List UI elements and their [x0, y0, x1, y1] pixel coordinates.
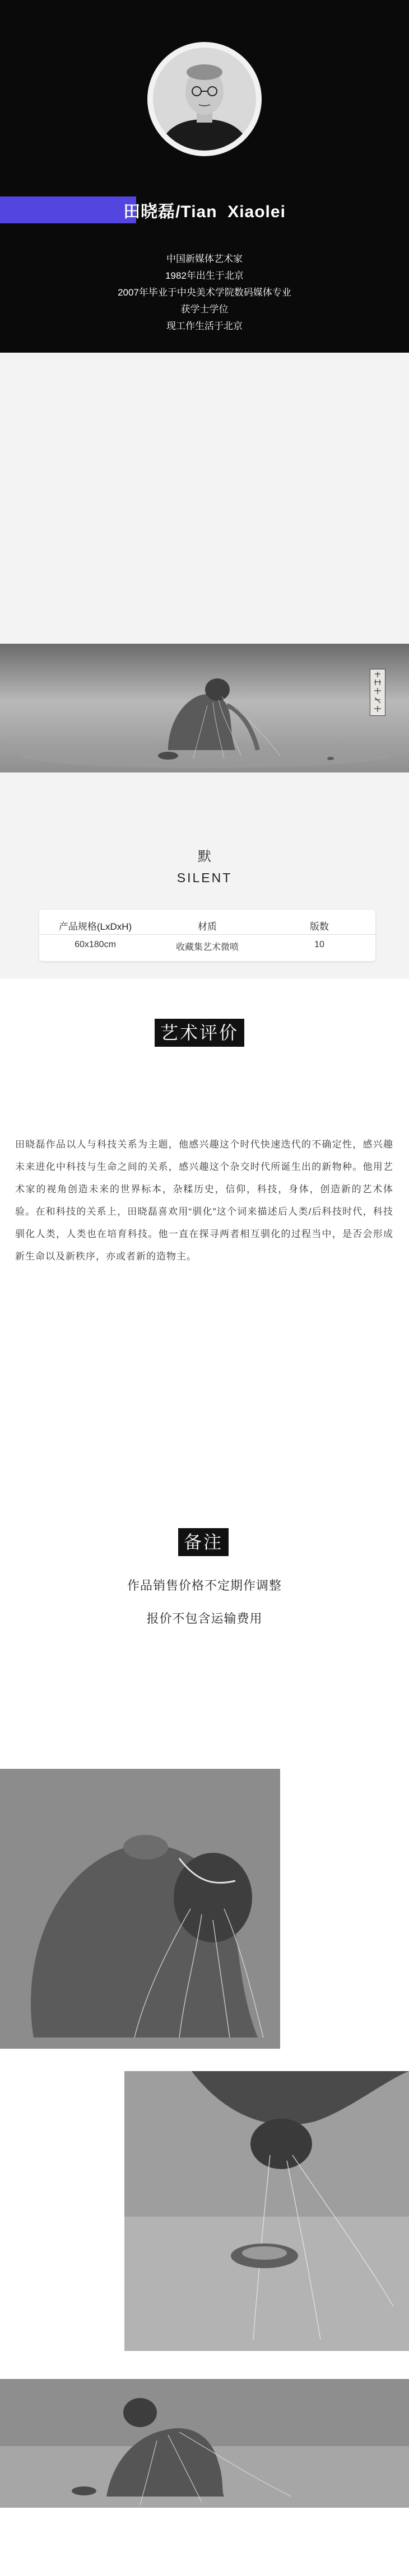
spec-divider	[39, 934, 375, 935]
spec-value-size: 60x180cm	[75, 940, 116, 949]
artist-name	[0, 196, 409, 223]
work-title-cn: 默	[198, 849, 211, 864]
artist-portrait	[147, 42, 262, 156]
spec-header-material: 材质	[198, 921, 217, 932]
artwork-detail-image	[0, 1769, 280, 2049]
artist-name-separator: /	[175, 203, 181, 221]
bio-line: 2007年毕业于中央美术学院数码媒体专业	[118, 287, 291, 298]
artwork-image-wide	[0, 644, 409, 772]
artist-name-en: Tian Xiaolei	[180, 203, 286, 221]
review-heading: 艺术评价	[155, 1019, 244, 1047]
spec-header-size: 产品规格(LxDxH)	[58, 921, 132, 932]
artist-name-cn: 田晓磊	[123, 202, 176, 222]
notes-heading: 备注	[178, 1528, 229, 1556]
bio-line: 获学士学位	[180, 304, 229, 315]
spec-value-edition: 10	[314, 940, 324, 949]
note-line: 报价不包含运输费用	[146, 1612, 263, 1626]
spec-header-edition: 版数	[310, 921, 329, 932]
vertical-seal-stamp-icon	[370, 669, 385, 716]
work-title-en: SILENT	[176, 870, 233, 885]
bio-line: 现工作生活于北京	[166, 321, 243, 331]
avatar	[153, 48, 256, 151]
artist-bio	[0, 251, 409, 335]
note-line: 作品销售价格不定期作调整	[127, 1579, 282, 1593]
bio-line: 1982年出生于北京	[165, 270, 244, 281]
artwork-detail-image	[0, 2379, 409, 2508]
bio-line: 中国新媒体艺术家	[166, 254, 243, 264]
artwork-detail-image	[124, 2071, 409, 2351]
review-body: 田晓磊作品以人与科技关系为主题，他感兴趣这个时代快速迭代的不确定性，感兴趣未来进化中科技与生命之间的关系，感兴趣这个杂交时代所诞生出的新物种。他用艺术家的视角创造未来的世界标本，杂糅历史，信仰，科技，身体，创造新的艺术体验。在和科技的关系上，田晓磊喜欢用“驯化”这个词来描述后人类/后科技时代，科技驯化人类，人类也在培育科技。他一直在探寻两者相互驯化的过程当中，是否会形成新生命以及新秩序，亦或者新的造物主。	[15, 1139, 393, 1262]
spec-table	[39, 910, 375, 961]
spec-value-material: 收藏集艺术微喷	[175, 943, 239, 952]
